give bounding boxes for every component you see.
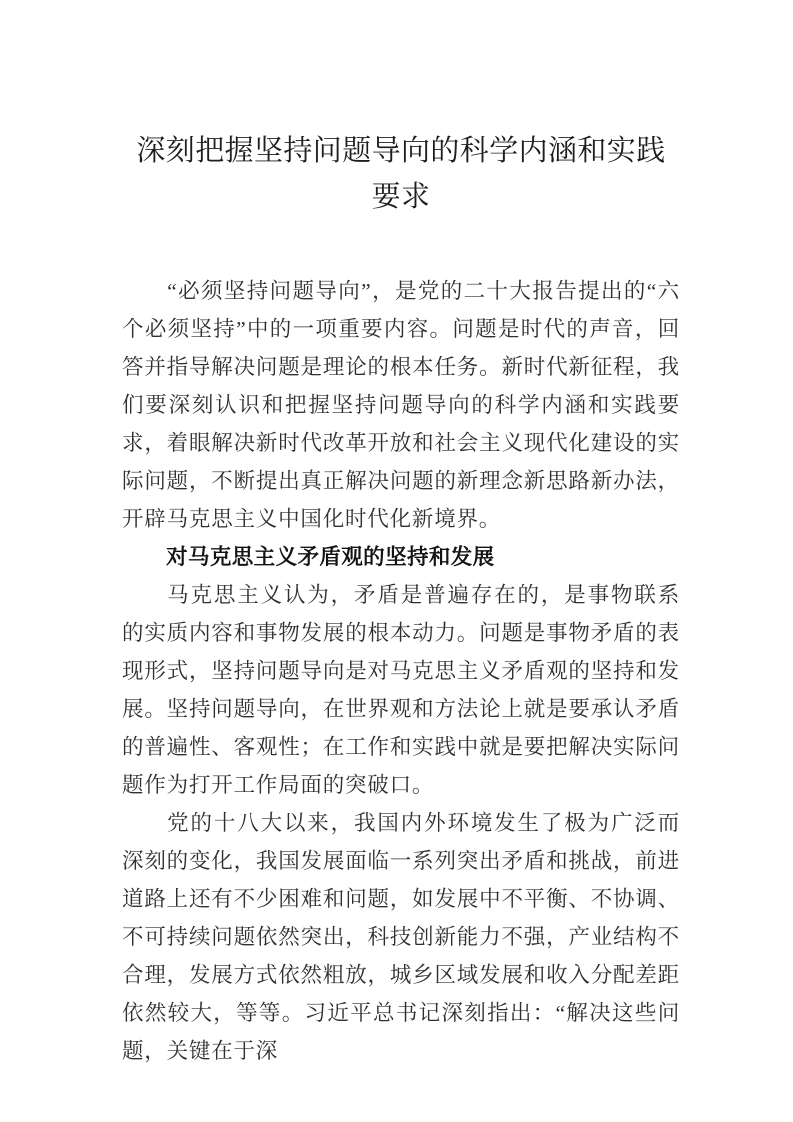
document-content-column — [122, 0, 680, 1070]
section-1-paragraph-2: 党的十八大以来，我国内外环境发生了极为广泛而深刻的变化，我国发展面临一系列突出矛盾和挑战，前进道路上还有不少困难和问题，如发展中不平衡、不协调、不可持续问题依然突出，科技创新能力不强，产业结构不合理，发展方式依然粗放，城乡区域发展和收入分配差距依然较大，等等。习近平总书记深刻指出：“解决这些问题，关键在于深 — [122, 811, 680, 1063]
page-title: 深刻把握坚持问题导向的科学内涵和实践要求 — [136, 135, 666, 213]
section-heading-1: 对马克思主义矛盾观的坚持和发展 — [166, 545, 495, 569]
section-1-paragraph-1: 马克思主义认为，矛盾是普遍存在的，是事物联系的实质内容和事物发展的根本动力。问题是事物矛盾的表现形式，坚持问题导向是对马克思主义矛盾观的坚持和发展。坚持问题导向，在世界观和方法论上就是要承认矛盾的普遍性、客观性；在工作和实践中就是要把解决实际问题作为打开工作局面的突破口。 — [122, 583, 680, 797]
intro-paragraph: “必须坚持问题导向”，是党的二十大报告提出的“六个必须坚持”中的一项重要内容。问题是时代的声音，回答并指导解决问题是理论的根本任务。新时代新征程，我们要深刻认识和把握坚持问题导向的科学内涵和实践要求，着眼解决新时代改革开放和社会主义现代化建设的实际问题，不断提出真正解决问题的新理念新思路新办法，开辟马克思主义中国化时代化新境界。 — [122, 279, 680, 531]
